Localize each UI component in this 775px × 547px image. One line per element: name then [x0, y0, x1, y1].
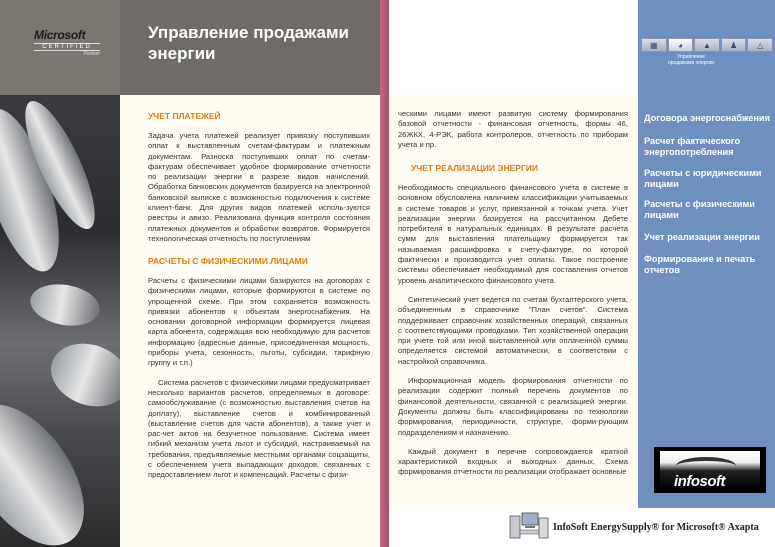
- toolbar-caption: Управление продажами энергии: [668, 54, 714, 66]
- pipeline-photo: [0, 95, 120, 547]
- sidebar-item-individuals[interactable]: Расчеты с физическими лицами: [644, 199, 755, 220]
- footer-product-name: InfoSoft EnergySupply® for Microsoft® Axapta: [553, 522, 759, 533]
- sidebar-item-consumption[interactable]: Расчет фактического энергопотребления: [644, 136, 741, 157]
- column-left: [120, 95, 380, 547]
- computers-icon: [508, 510, 550, 544]
- sidebar-item-contracts[interactable]: Договора энергоснабжения: [644, 113, 770, 123]
- infosoft-logo: [654, 447, 766, 493]
- column-middle: [389, 95, 638, 547]
- gauge-icon[interactable]: ◕: [668, 38, 694, 52]
- sidebar-item-energy-sales[interactable]: Учет реализации энергии: [644, 232, 760, 242]
- section-heading-payments: УЧЕТ ПЛАТЕЖЕЙ: [148, 111, 221, 121]
- paragraph: Система расчетов с физическими лицами предусматривает несколько вариантов расчетов, определяемых в договоре: самообслуживание (с возможностью выставления счетов на доплату), выставление счетов и комбинированный (выставление счетов для части абонентов), а также учет и рас-чет актов на безучетное пользование. Система имеет гибкий механизм учета льгот и субсидий, настраиваемый на требования, предъявляемые местными органами соцзащиты, с обеспечением учета выпадающих доходов, связанных с предоставлением льгот и компенсаций. Расчеты с физи-: [148, 377, 370, 480]
- grid-icon[interactable]: ▦: [641, 38, 667, 52]
- continued-text: [398, 109, 628, 159]
- badge-certified: CERTIFIED: [34, 43, 100, 51]
- microsoft-certified-badge: [34, 28, 100, 57]
- section-heading-individuals: РАСЧЕТЫ С ФИЗИЧЕСКИМИ ЛИЦАМИ: [148, 256, 308, 266]
- paragraph: Необходимость специального финансового учета в системе в основном обусловлена наличием классификации учитываемых в системе товаров и услуг, привязанной к точкам учета. Учет реализации энергии базируется на рассчитанном Дебете потребителя в натуральных единицах. В результате расчета сумм для выставления плательщику формируется так называемая расшифровка к счету-фактуре, по которой фактически и производится учет оплаты. Такое построение системы обеспечивает необходимый для составления отчетов уровень аналитического финансового учета.: [398, 183, 628, 285]
- paragraph: Задача учета платежей реализует привязку поступивших оплат к выставленным счетам-фактурам и платежным документам. Разноска поступивших оплат по счетам-фактурам обеспечивает удобное формирование отчетности по реализации энергии в разрезе видов начислений. Обработка банковских документов базируется на электронной банковской выписке с возможностью подключения к системе клиент-банк. Для других видов платежей исполь-зуются реестры и авизо. Реализована функция контроля состояния платежных документов и обработки возвратов. Формируется технологическая отчетность по поступлениям: [148, 131, 370, 243]
- house-icon[interactable]: ▲: [694, 38, 720, 52]
- header-middle-panel: [380, 0, 638, 95]
- page-gutter: [380, 0, 389, 547]
- paragraph: Информационная модель формирования отчетности по реализации содержит полный перечень документов по финансовой деятельности, связанной с реализацией энергии. Документы должны быть классифицированы по технологии формирования, периодичности, структуре, форми-рующим подразделениям и назначению.: [398, 376, 628, 437]
- sidebar-item-legal-entities[interactable]: Расчеты с юридическими лицами: [644, 168, 762, 189]
- section-heading-energy-sales: УЧЕТ РЕАЛИЗАЦИИ ЭНЕРГИИ: [411, 163, 538, 173]
- badge-brand: Microsoft: [34, 28, 86, 42]
- sidebar-item-reports[interactable]: Формирование и печать отчетов: [644, 254, 756, 275]
- paragraph: Расчеты с физическими лицами базируются на договорах с физическими лицами, которые формируются в системе по упрощенной схеме. При этом сохраняется возможность привязки абонентов к объектам энергоснабжения. На основании договорной информации формируется лицевая карта абонента, содержащая всю необходимую для расчетов информацию (адресные данные, присоединенная мощность, приборы учета, сезонность, льготы, субсидии, тарифную группу и т.п.): [148, 276, 370, 368]
- paragraph: ческими лицами имеют развитую систему формирования базовой отчетности - финансовая отчетность, формы 46, 26ЖКХ, 4-РЭК, работа контролеров, отчетность по приборам учета и пр.: [398, 109, 628, 149]
- section-body-individuals: [148, 276, 370, 490]
- tower-icon[interactable]: △: [747, 38, 773, 52]
- badge-partner: Partner: [83, 51, 100, 57]
- page-title: Управление продажами энергии: [148, 23, 349, 63]
- section-body-energy-sales: [398, 183, 628, 487]
- section-body-payments: [148, 131, 370, 253]
- toolbar: [641, 38, 773, 52]
- paragraph: Каждый документ в перечне сопровождается краткой характеристикой входных и выходных данных. Схема формирования отчетности по реализации отображает основные: [398, 446, 628, 477]
- logo-text: infosoft: [674, 473, 725, 490]
- paragraph: Синтетический учет ведется по счетам бухгалтерского учета, объединенным в справочнике "План счетов". Система поддерживает справочник хозяйственных операций, связанных с соответствующими проводками. Тип хозяйственной операции при учете той или иной выставленной или оплаченной суммы определяется системой автоматически, в соответствии с настройкой справочника.: [398, 294, 628, 366]
- people-icon[interactable]: ♟: [721, 38, 747, 52]
